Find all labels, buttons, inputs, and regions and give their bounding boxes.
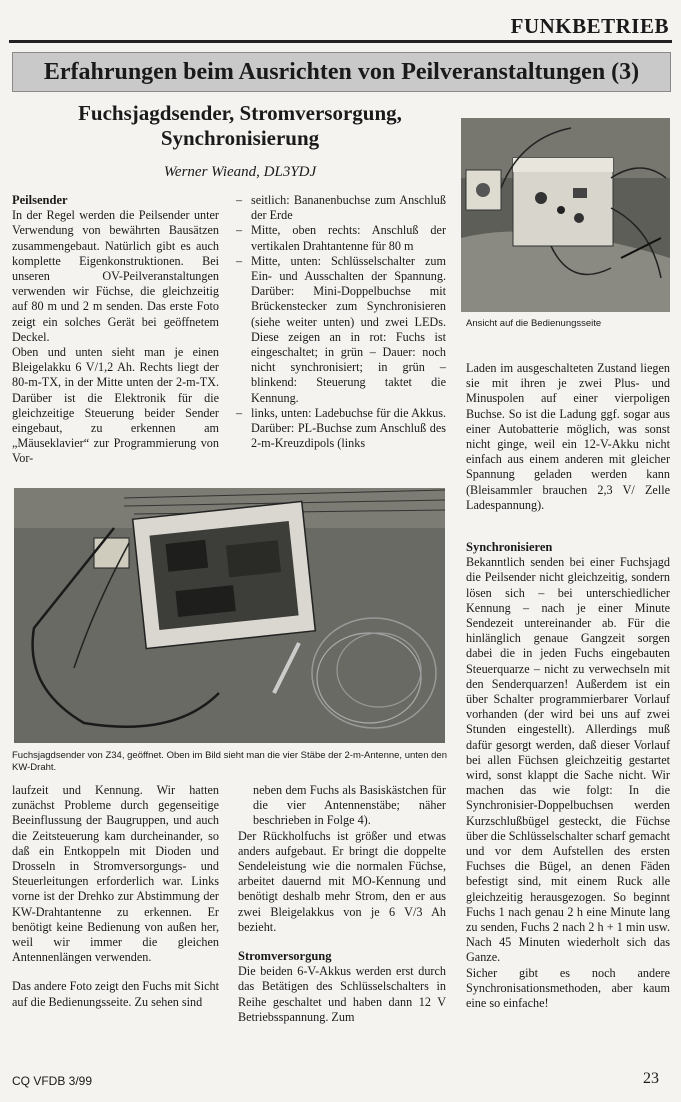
- paragraph: laufzeit und Kennung. Wir hatten zunächst Probleme durch gegenseitige Beeinflussung der Baugruppen, und auch die Zeitsteuerung kam durcheinander, so daß ein Entkoppeln mit Dioden und Drosseln in Stromversorgungs- und Steuerleitungen erforderlich war. Links vorne ist der Drehko zur Abstimmung der KW-Drahtantenne zu erkennen. Er benötigt keine Bedienung von außen her, weil wir immer die gleichen Antennenlängen verwenden.: [12, 783, 219, 965]
- paragraph: Oben und unten sieht man je einen Bleigelakku 6 V/1,2 Ah. Rechts liegt der 80-m-TX, in der Mitte unten der 2-m-TX. Darüber ist die Elektronik für die gleichzeitige Steuerung beider Sender eingebaut, zu erkennen am „Mäuseklavier“ zur Programmierung von Vor-: [12, 345, 219, 466]
- column-2-top: [236, 193, 446, 451]
- article-title-line-1: Fuchsjagdsender, Stromversorgung,: [78, 101, 402, 125]
- heading-synchronisieren: Synchronisieren: [466, 540, 553, 554]
- article-title-line-2: Synchronisierung: [160, 126, 320, 150]
- heading-stromversorgung: Stromversorgung: [238, 949, 332, 964]
- photo-control-side: [461, 118, 670, 312]
- paragraph: Sicher gibt es noch andere Synchronisationsmethoden, aber kaum eine so einfache!: [466, 965, 670, 1011]
- list-continuation: neben dem Fuchs als Basiskästchen für die vier Antennenstäbe; näher beschrieben in Folge 4).: [253, 783, 446, 828]
- journal-issue: CQ VFDB 3/99: [12, 1074, 93, 1088]
- photo-control-side-drawing: [461, 118, 670, 312]
- column-1-top: [12, 193, 219, 467]
- paragraph: Bekanntlich senden bei einer Fuchsjagd die Peilsender nicht gleichzeitig, sondern lösen sich – bei unterschiedlicher Kennung – nach je einer Minute Sendezeit untereinander ab. Für die hinlänglich genaue Gangzeit sorgen dabei die in jeden Fuchs eingebauten Steuerquarze – nicht zu verwechseln mit den Senderquarzen! Außerdem ist ein über Schalter programmierbarer Vorlauf vorhanden (der wird bei uns auf zwei Stunden eingestellt). Allerdings muß dafür gesorgt werden, daß dieser Vorlauf bei allen Füchsen gleichzeitig gestartet wird, sonst klappt die Sache nicht. Wir machen das wie folgt: In die Synchronisier-Doppelbuchsen werden Kurzschlußbügel gesteckt, die Füchse über die Schlüsselschalter scharf gemacht und vor dem Aufstellen des ersten Fuchses die Bügel, an denen Fäden befestigt sind, mit einem Ruck alle gleichzeitig herausgezogen. So beginnt Fuchs 1 nach genau 2 h eine Minute lang zu senden, Fuchs 2 nach 2 h + 1 min usw. Nach 45 Minuten wiederholt sich das Ganze.: [466, 555, 670, 965]
- paragraph: Das andere Foto zeigt den Fuchs mit Sicht auf die Bedienungsseite. Zu sehen sind: [12, 979, 219, 1009]
- article-title: [40, 101, 440, 151]
- photo-open-transmitter: [14, 488, 445, 743]
- column-3-top: [466, 361, 670, 513]
- page-number: 23: [643, 1070, 659, 1087]
- list-item: – Mitte, oben rechts: Anschluß der vertikalen Drahtantenne für 80 m: [236, 223, 446, 253]
- list-item: – Mitte, unten: Schlüsselschalter zum Ein- und Ausschalten der Spannung. Darüber: Mini-Doppelbuchse mit Brückenstecker zum Synchronisieren (siehe weiter unten) und zwei LEDs. Diese zeigen an in rot: Fuchs ist eingeschaltet; in grün – Dauer: noch nicht synchronisiert; in grün – blinkend: Steuerung taktet die Kennung.: [236, 254, 446, 406]
- paragraph: In der Regel werden die Peilsender unter Verwendung von bewährten Bausätzen zusammengebaut. Natürlich gibt es auch komplette Eigenkonstruktionen. Bei unseren OV-Peilveranstaltungen verwenden wir Füchse, die gleichzeitig auf 80 m und 2 m senden. Das erste Foto zeigt ein solches Gerät bei geöffnetem Deckel.: [12, 208, 219, 344]
- list-item: – links, unten: Ladebuchse für die Akkus. Darüber: PL-Buchse zum Anschluß des 2-m-Kreuzdipols (links: [236, 406, 446, 452]
- photo-open-transmitter-drawing: [14, 488, 445, 743]
- heading-peilsender: Peilsender: [12, 193, 68, 207]
- section-label: FUNKBETRIEB: [510, 14, 669, 38]
- column-1-bottom: [12, 783, 219, 1010]
- paragraph-gap: [12, 965, 219, 979]
- author: Werner Wieand, DL3YDJ: [163, 164, 317, 180]
- paragraph: Laden im ausgeschalteten Zustand liegen sie mit ihren je zwei Plus- und Minuspolen auf einer vierpoligen Buchse. So ist die Ladung ggf. sogar aus einer Autobatterie möglich, was sonst nicht ginge, weil ein 12-V-Akku nicht einfach aus einem anderen mit gleicher Spannung geladen werden kann (Bleisammler brauchen 2,3 V/ Zelle Ladespannung).: [466, 361, 670, 512]
- photo-open-transmitter-caption: Fuchsjagdsender von Z34, geöffnet. Oben im Bild sieht man die vier Stäbe der 2-m-Antenne, unten den KW-Draht.: [12, 750, 447, 773]
- list-item: – seitlich: Bananenbuchse zum Anschluß der Erde: [236, 193, 446, 223]
- header-rule: [9, 40, 672, 43]
- paragraph: Die beiden 6-V-Akkus werden erst durch das Betätigen des Schlüsselschalters in Reihe geschaltet und haben dann 12 V Betriebsspannung. Zum: [238, 964, 446, 1024]
- photo-control-side-caption: Ansicht auf die Bedienungsseite: [466, 318, 602, 329]
- series-banner: [12, 52, 671, 92]
- column-3-bottom: [466, 540, 670, 1011]
- column-2-bottom: [238, 783, 446, 1025]
- paragraph-gap: [238, 935, 446, 949]
- connector-list: [236, 193, 446, 451]
- banner-title: Erfahrungen beim Ausrichten von Peilveranstaltungen (3): [43, 58, 640, 85]
- paragraph: Der Rückholfuchs ist größer und etwas anders aufgebaut. Er bringt die doppelte Sendeleistung wie die normalen Füchse, arbeitet dauernd mit MO-Kennung und benötigt deshalb mehr Strom, den er aus zwei Bleigelakkus von je 6 V/3 Ah bezieht.: [238, 828, 446, 934]
